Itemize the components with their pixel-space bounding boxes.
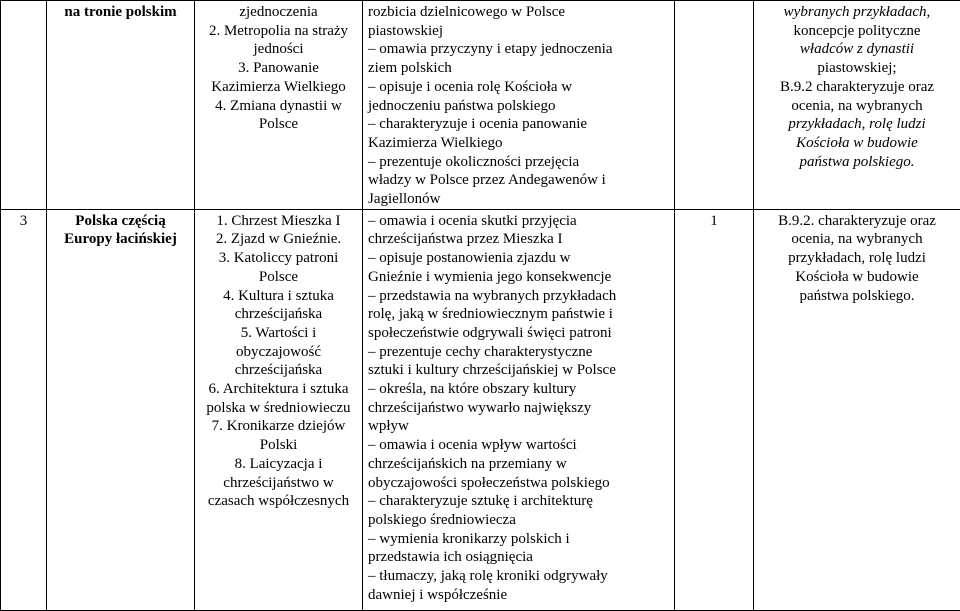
subtopic-line: 1. Chrzest Mieszka I — [198, 212, 359, 231]
requirement-line: Gnieźnie i wymienia jego konsekwencje — [368, 268, 671, 287]
subtopic-line: Polsce — [198, 268, 359, 287]
requirement-line: ziem polskich — [368, 59, 671, 78]
core-line: B.9.2. charakteryzuje oraz — [757, 212, 957, 231]
requirement-line: – prezentuje okoliczności przejęcia — [368, 153, 671, 172]
table-row — [1, 209, 960, 610]
subtopic-line: 3. Panowanie — [198, 59, 359, 78]
subtopics-cell — [195, 209, 363, 610]
requirement-line: przedstawia ich osiągnięcia — [368, 548, 671, 567]
subtopic-line: 5. Wartości i — [198, 324, 359, 343]
requirement-line: – określa, na które obszary kultury — [368, 380, 671, 399]
core-line: władców z dynastii — [757, 40, 957, 59]
row-number: 3 — [20, 213, 28, 229]
topic-line: na tronie polskim — [50, 3, 191, 22]
core-curriculum-cell — [754, 209, 960, 610]
requirement-line: Kazimierza Wielkiego — [368, 134, 671, 153]
hours-cell — [675, 209, 754, 610]
topic-cell — [47, 1, 195, 210]
subtopic-line: 6. Architektura i sztuka — [198, 380, 359, 399]
subtopic-line: czasach współczesnych — [198, 492, 359, 511]
requirement-line: – omawia przyczyny i etapy jednoczenia — [368, 40, 671, 59]
requirement-line: – charakteryzuje i ocenia panowanie — [368, 115, 671, 134]
subtopic-line: chrześcijańska — [198, 305, 359, 324]
requirement-line: – charakteryzuje sztukę i architekturę — [368, 492, 671, 511]
requirement-line: wpływ — [368, 417, 671, 436]
requirement-line: sztuki i kultury chrześcijańskiej w Polsce — [368, 361, 671, 380]
requirement-line: chrześcijańskich na przemiany w — [368, 455, 671, 474]
requirement-line: chrześcijaństwo wywarło największy — [368, 399, 671, 418]
row-number-cell — [1, 1, 47, 210]
core-line: B.9.2 charakteryzuje oraz — [757, 78, 957, 97]
core-line: państwa polskiego. — [757, 287, 957, 306]
core-line: ocenia, na wybranych — [757, 230, 957, 249]
requirement-line: władzy w Polsce przez Andegawenów i — [368, 171, 671, 190]
requirement-line: jednoczeniu państwa polskiego — [368, 97, 671, 116]
core-line: przykładach, rolę ludzi — [757, 249, 957, 268]
core-line: wybranych przykładach, — [757, 3, 957, 22]
requirement-line: rozbicia dzielnicowego w Polsce — [368, 3, 671, 22]
subtopic-line: 2. Metropolia na straży — [198, 22, 359, 41]
requirement-line: – tłumaczy, jaką rolę kroniki odgrywały — [368, 567, 671, 586]
requirement-line: – omawia i ocenia skutki przyjęcia — [368, 212, 671, 231]
requirement-line: – opisuje i ocenia rolę Kościoła w — [368, 78, 671, 97]
core-line: przykładach, rolę ludzi — [757, 115, 957, 134]
subtopic-line: Kazimierza Wielkiego — [198, 78, 359, 97]
requirement-line: dawniej i współcześnie — [368, 586, 671, 605]
core-line: ocenia, na wybranych — [757, 97, 957, 116]
subtopics-cell — [195, 1, 363, 210]
subtopic-line: 4. Zmiana dynastii w — [198, 97, 359, 116]
requirement-line: – wymienia kronikarzy polskich i — [368, 530, 671, 549]
subtopic-line: 2. Zjazd w Gnieźnie. — [198, 230, 359, 249]
topic-cell — [47, 209, 195, 610]
subtopic-line: obyczajowość — [198, 343, 359, 362]
core-line: piastowskiej; — [757, 59, 957, 78]
subtopic-line: chrześcijańska — [198, 361, 359, 380]
hours-cell — [675, 1, 754, 210]
subtopic-line: jedności — [198, 40, 359, 59]
requirement-line: polskiego średniowiecza — [368, 511, 671, 530]
subtopic-line: 3. Katoliccy patroni — [198, 249, 359, 268]
table-row — [1, 1, 960, 210]
requirements-cell — [363, 1, 675, 210]
requirement-line: obyczajowości społeczeństwa polskiego — [368, 474, 671, 493]
requirement-line: – prezentuje cechy charakterystyczne — [368, 343, 671, 362]
core-line: państwa polskiego. — [757, 153, 957, 172]
requirement-line: piastowskiej — [368, 22, 671, 41]
requirement-line: Jagiellonów — [368, 190, 671, 209]
topic-line: Polska częścią — [50, 212, 191, 231]
topic-line: Europy łacińskiej — [50, 230, 191, 249]
requirement-line: rolę, jaką w średniowiecznym państwie i — [368, 305, 671, 324]
subtopic-line: 8. Laicyzacja i — [198, 455, 359, 474]
requirements-cell — [363, 209, 675, 610]
subtopic-line: zjednoczenia — [198, 3, 359, 22]
subtopic-line: polska w średniowieczu — [198, 399, 359, 418]
core-curriculum-cell — [754, 1, 960, 210]
hours-value: 1 — [710, 213, 718, 229]
core-line: koncepcje polityczne — [757, 22, 957, 41]
subtopic-line: 4. Kultura i sztuka — [198, 287, 359, 306]
requirement-line: – przedstawia na wybranych przykładach — [368, 287, 671, 306]
subtopic-line: 7. Kronikarze dziejów — [198, 417, 359, 436]
requirement-line: – opisuje postanowienia zjazdu w — [368, 249, 671, 268]
requirement-line: chrześcijaństwa przez Mieszka I — [368, 230, 671, 249]
subtopic-line: Polski — [198, 436, 359, 455]
requirement-line: społeczeństwie odgrywali święci patroni — [368, 324, 671, 343]
requirement-line: – omawia i ocenia wpływ wartości — [368, 436, 671, 455]
subtopic-line: Polsce — [198, 115, 359, 134]
subtopic-line: chrześcijaństwo w — [198, 474, 359, 493]
core-line: Kościoła w budowie — [757, 134, 957, 153]
row-number-cell — [1, 209, 47, 610]
core-line: Kościoła w budowie — [757, 268, 957, 287]
